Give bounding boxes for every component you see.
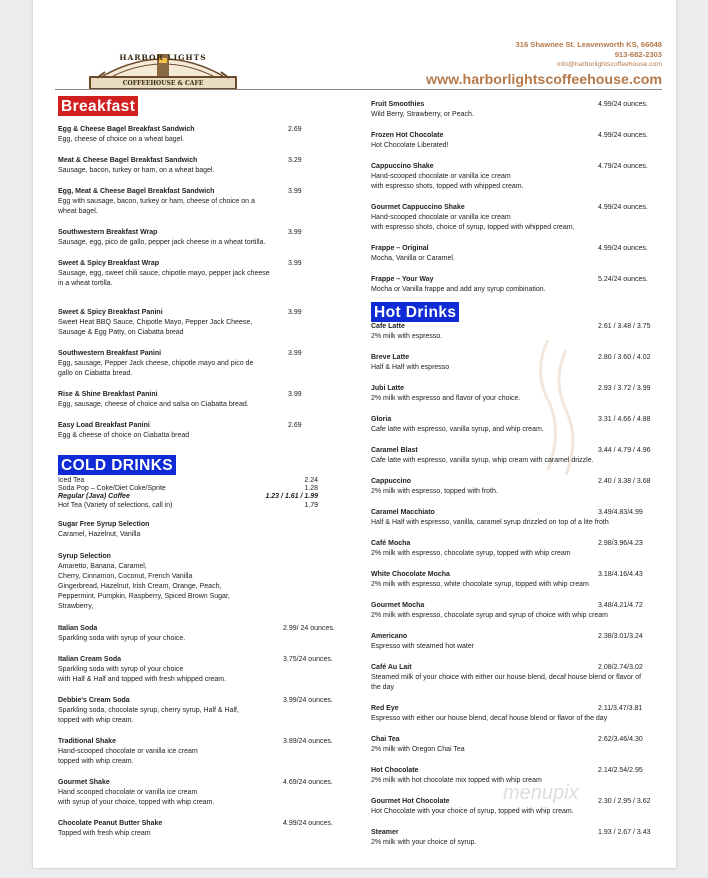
item-name: Frappe – Original <box>371 245 429 252</box>
item-price: 3.44 / 4.79 / 4.96 <box>598 447 651 454</box>
menu-item <box>371 275 671 295</box>
item-description: with Half & Half and topped with fresh whipped cream. <box>58 675 227 683</box>
breakfast-heading: Breakfast <box>58 96 138 116</box>
item-description: in a wheat tortilla. <box>58 280 113 287</box>
item-name: Sweet & Spicy Breakfast Panini <box>58 309 163 316</box>
menu-item <box>58 308 343 338</box>
item-name: Soda Pop – Coke/Diet Coke/Sprite <box>58 485 166 493</box>
syrup-list <box>58 520 343 612</box>
left-column <box>58 96 343 839</box>
item-description: with espresso shots, choice of syrup, topped with whipped cream. <box>371 224 575 231</box>
breakfast-list <box>58 125 343 441</box>
frozen-drinks-list <box>371 100 671 295</box>
item-name: Gourmet Mocha <box>371 602 425 609</box>
menu-item <box>371 797 671 817</box>
item-description: Egg & cheese of choice on Ciabatta bread <box>58 432 190 439</box>
cold-drinks-heading: COLD DRINKS <box>58 455 176 475</box>
item-name: Gourmet Hot Chocolate <box>371 798 450 805</box>
item-name: Italian Cream Soda <box>58 655 122 663</box>
item-description: Cafe latte with espresso, vanilla syrup, whip cream with caramel drizzle. <box>371 457 594 464</box>
logo-banner-text: COFFEEHOUSE & CAFE <box>122 80 204 87</box>
item-description: Cafe latte with espresso, vanilla syrup, and whip cream. <box>371 426 544 433</box>
item-description: 2% milk with espresso, topped with froth. <box>371 488 498 495</box>
menu-item <box>58 552 343 612</box>
address: 316 Shawnee St. Leavenworth KS, 66048 <box>515 40 662 49</box>
item-price: 2.30 / 2.95 / 3.62 <box>598 798 651 805</box>
menu-item <box>371 601 671 621</box>
menu-item <box>371 322 671 342</box>
cold-simple-row <box>58 502 343 510</box>
item-description: Mocha or Vanilla frappe and add any syrup combination. <box>371 286 546 293</box>
item-price: 1.79 <box>304 501 318 509</box>
item-description: Sparkling soda with syrup of your choice <box>58 665 184 673</box>
menu-item <box>371 131 671 151</box>
watermark: menupix <box>503 782 579 804</box>
item-name: Debbie's Cream Soda <box>58 696 130 704</box>
item-price: 3.99/24 ounces. <box>283 696 333 704</box>
item-name: Americano <box>371 633 408 640</box>
menu-item <box>58 125 343 145</box>
item-name: Frozen Hot Chocolate <box>371 132 444 139</box>
item-name: Red Eye <box>371 705 399 712</box>
cold-simple-row <box>58 477 343 485</box>
item-price: 2.61 / 3.48 / 3.75 <box>598 323 651 330</box>
item-description: Topped with fresh whip cream <box>58 829 151 837</box>
item-price: 2.62/3.46/4.30 <box>598 736 643 743</box>
item-description: Egg, cheese of choice on a wheat bagel. <box>58 136 185 143</box>
menu-item <box>58 778 343 808</box>
item-price: 2.24 <box>304 477 318 484</box>
item-description: 2% milk with espresso and flavor of your choice. <box>371 395 521 402</box>
menu-item <box>371 162 671 192</box>
menu-item <box>58 624 343 644</box>
item-price: 3.18/4.16/4.43 <box>598 571 643 578</box>
menu-item <box>371 766 671 786</box>
item-price: 3.99 <box>288 350 302 357</box>
item-description: topped with whip cream. <box>58 716 134 724</box>
item-price: 2.93 / 3.72 / 3.99 <box>598 385 651 392</box>
item-description: Sparkling soda with syrup of your choice. <box>58 634 186 642</box>
item-name: Caramel Blast <box>371 447 418 454</box>
item-description: gallo on Ciabatta bread. <box>58 370 133 377</box>
item-price: 1.23 / 1.61 / 1.99 <box>265 493 318 501</box>
item-name: Italian Soda <box>58 624 98 632</box>
item-name: Fruit Smoothies <box>371 101 425 108</box>
menu-item <box>58 655 343 685</box>
item-description: Hand-scooped chocolate or vanilla ice cream <box>371 214 511 221</box>
item-description: Sausage, egg, pico de gallo, pepper jack cheese in a wheat tortilla. <box>58 239 266 246</box>
item-description: Hand-scooped chocolate or vanilla ice cream <box>58 747 198 755</box>
item-name: Steamer <box>371 829 399 836</box>
menu-item <box>58 737 343 767</box>
item-name: Cappuccino Shake <box>371 163 434 170</box>
item-name: Iced Tea <box>58 477 85 484</box>
item-price: 4.99/24 ounces. <box>598 245 648 252</box>
item-name: Rise & Shine Breakfast Panini <box>58 391 158 398</box>
menu-item <box>58 421 343 441</box>
item-price: 3.75/24 ounces. <box>283 655 333 663</box>
item-description: Hot Chocolate Liberated! <box>371 142 449 149</box>
menu-item <box>371 508 671 528</box>
menu-item <box>58 259 343 289</box>
item-name: Cappuccino <box>371 478 412 485</box>
item-description: Sausage & Egg Patty, on Ciabatta bread <box>58 329 184 336</box>
item-price: 2.40 / 3.38 / 3.68 <box>598 478 651 485</box>
menu-item <box>371 244 671 264</box>
menu-item <box>371 446 671 466</box>
item-price: 2.98/3.96/4.23 <box>598 540 643 547</box>
menu-item <box>58 228 343 248</box>
item-description: Sausage, bacon, turkey or ham, on a wheat bagel. <box>58 167 215 174</box>
item-price: 3.99 <box>288 188 302 195</box>
logo-arc-text: HARBOR LIGHTS <box>119 53 207 62</box>
hot-drinks-heading: Hot Drinks <box>371 302 459 322</box>
item-name: Sweet & Spicy Breakfast Wrap <box>58 260 160 267</box>
cold-simple-row <box>58 493 343 501</box>
item-price: 2.99/ 24 ounces. <box>283 624 335 632</box>
item-description: wheat bagel. <box>58 208 98 215</box>
item-description: Egg, sausage, Pepper Jack cheese, chipotle mayo and pico de <box>58 360 254 367</box>
hot-drinks-list <box>371 322 671 848</box>
menu-item <box>371 570 671 590</box>
item-name: Frappe – Your Way <box>371 276 434 283</box>
item-name: Meat & Cheese Bagel Breakfast Sandwich <box>58 157 198 164</box>
item-name: Egg & Cheese Bagel Breakfast Sandwich <box>58 126 195 133</box>
item-description: Sparkling soda, chocolate syrup, cherry syrup, Half & Half, <box>58 706 239 714</box>
menu-item <box>371 415 671 435</box>
item-price: 4.99/24 ounces. <box>598 101 648 108</box>
item-name: Regular (Java) Coffee <box>58 493 130 501</box>
header-divider <box>55 89 662 90</box>
item-name: Caramel Macchiato <box>371 509 435 516</box>
item-description: 2% milk with espresso, white chocolate syrup, topped with whip cream <box>371 581 589 588</box>
item-name: White Chocolate Mocha <box>371 571 450 578</box>
item-name: Breve Latte <box>371 354 410 361</box>
item-description: Half & Half with espresso <box>371 364 450 371</box>
item-description: the day <box>371 684 394 691</box>
item-description: Hand-scooped chocolate or vanilla ice cream <box>371 173 511 180</box>
item-description: 2% milk with Oregon Chai Tea <box>371 746 465 753</box>
item-price: 2.69 <box>288 126 302 133</box>
item-description: Amaretto, Banana, Caramel, <box>58 562 147 570</box>
menu-item <box>371 735 671 755</box>
menu-item <box>371 539 671 559</box>
item-description: Sausage, egg, sweet chili sauce, chipotle mayo, pepper jack cheese <box>58 270 270 277</box>
menu-item <box>371 384 671 404</box>
item-name: Jubi Latte <box>371 385 405 392</box>
menu-item <box>58 696 343 726</box>
item-description: 2% milk with espresso, chocolate syrup, topped with whip cream <box>371 550 571 557</box>
item-price: 4.99/24 ounces. <box>283 819 333 827</box>
item-price: 3.99 <box>288 309 302 316</box>
item-description: Caramel, Hazelnut, Vanilla <box>58 530 141 538</box>
item-description: Espresso with steamed hot water <box>371 643 475 650</box>
item-name: Sugar Free Syrup Selection <box>58 520 150 528</box>
item-description: Peppermint, Pumpkin, Raspberry, Spiced Brown Sugar, <box>58 592 230 600</box>
menu-item <box>371 477 671 497</box>
menu-item <box>371 704 671 724</box>
website-link[interactable]: www.harborlightscoffeehouse.com <box>426 72 662 88</box>
item-price: 2.11/3.47/3.81 <box>598 705 643 712</box>
menu-page <box>33 0 676 868</box>
item-price: 2.69 <box>288 422 302 429</box>
menu-item <box>58 520 343 540</box>
item-name: Cafe Latte <box>371 323 405 330</box>
item-price: 4.99/24 ounces. <box>598 204 648 211</box>
item-description: 2% milk with hot chocolate mix topped with whip cream <box>371 777 542 784</box>
item-description: Egg with sausage, bacon, turkey or ham, cheese of choice on a <box>58 198 255 205</box>
right-column <box>371 96 671 859</box>
item-description: Mocha, Vanilla or Caramel. <box>371 255 455 262</box>
item-price: 3.49/4.83/4.99 <box>598 509 643 516</box>
item-description: 2% milk with espresso, chocolate syrup and syrup of choice with whip cream <box>371 612 608 619</box>
item-price: 3.99 <box>288 229 302 236</box>
item-description: 2% milk with espresso. <box>371 333 443 340</box>
menu-item <box>58 156 343 176</box>
item-price: 1.93 / 2.67 / 3.43 <box>598 829 651 836</box>
menu-item <box>371 353 671 373</box>
item-price: 3.48/4.21/4.72 <box>598 602 643 609</box>
item-name: Egg, Meat & Cheese Bagel Breakfast Sandwich <box>58 188 215 195</box>
menu-item <box>58 349 343 379</box>
item-price: 1.28 <box>304 485 318 493</box>
cold-simple-row <box>58 485 343 493</box>
menu-item <box>58 390 343 410</box>
menu-item <box>371 828 671 848</box>
item-name: Hot Tea (Variety of selections, call in) <box>58 501 173 509</box>
item-price: 3.99 <box>288 260 302 267</box>
menu-item <box>371 203 671 233</box>
item-price: 3.89/24 ounces. <box>283 737 333 745</box>
item-name: Café Au Lait <box>371 664 412 671</box>
item-name: Chocolate Peanut Butter Shake <box>58 819 163 827</box>
item-description: 2% milk with your choice of syrup. <box>371 839 477 846</box>
item-name: Syrup Selection <box>58 552 111 560</box>
menu-item <box>371 100 671 120</box>
contact-block <box>516 40 662 70</box>
cold-simple-list <box>58 477 343 510</box>
item-price: 5.24/24 ounces. <box>598 276 648 283</box>
item-price: 4.99/24 ounces. <box>598 132 648 139</box>
item-description: Espresso with either our house blend, decaf house blend or flavor of the day <box>371 715 608 722</box>
item-name: Gloria <box>371 416 392 423</box>
item-name: Traditional Shake <box>58 737 116 745</box>
item-description: Gingerbread, Hazelnut, Irish Cream, Orange, Peach, <box>58 582 222 590</box>
item-description: Egg, sausage, cheese of choice and salsa on Ciabatta bread. <box>58 401 249 408</box>
item-price: 4.79/24 ounces. <box>598 163 648 170</box>
item-description: Wild Berry, Strawberry, or Peach. <box>371 111 474 118</box>
menu-item <box>58 819 343 839</box>
item-price: 2.80 / 3.60 / 4.02 <box>598 354 651 361</box>
item-name: Southwestern Breakfast Panini <box>58 350 162 357</box>
item-name: Easy Load Breakfast Panini <box>58 422 150 429</box>
item-name: Southwestern Breakfast Wrap <box>58 229 158 236</box>
item-description: with syrup of your choice, topped with whip cream. <box>58 798 215 806</box>
item-description: Hot Chocolate with your choice of syrup, topped with whip cream. <box>371 808 574 815</box>
cold-drinks-list <box>58 624 343 839</box>
menu-item <box>58 187 343 217</box>
item-name: Gourmet Cappuccino Shake <box>371 204 465 211</box>
phone: 913-682-2303 <box>614 50 662 59</box>
item-description: Cherry, Cinnamon, Coconut, French Vanilla <box>58 572 193 580</box>
item-name: Gourmet Shake <box>58 778 110 786</box>
item-price: 3.99 <box>288 391 302 398</box>
item-name: Café Mocha <box>371 540 411 547</box>
item-price: 3.29 <box>288 157 302 164</box>
item-price: 2.08/2.74/3.02 <box>598 664 643 671</box>
item-description: Half & Half with espresso, vanilla, caramel syrup drizzled on top of a lite froth <box>371 519 609 526</box>
item-description: Hand scooped chocolate or vanilla ice cream <box>58 788 198 796</box>
item-description: with espresso shots, topped with whipped cream. <box>371 183 524 190</box>
item-name: Chai Tea <box>371 736 400 743</box>
menu-item <box>371 632 671 652</box>
menu-item <box>371 663 671 693</box>
item-description: Steamed milk of your choice with either our house blend, decaf house blend or flavor of <box>371 674 642 681</box>
item-name: Hot Chocolate <box>371 767 419 774</box>
item-price: 3.31 / 4.66 / 4.88 <box>598 416 651 423</box>
item-description: Sweet Heat BBQ Sauce, Chipotle Mayo, Pepper Jack Cheese, <box>58 319 253 326</box>
item-price: 2.38/3.01/3.24 <box>598 633 643 640</box>
item-price: 2.14/2.54/2.95 <box>598 767 643 774</box>
email: info@harborlightscoffeehouse.com <box>556 61 662 68</box>
item-price: 4.69/24 ounces. <box>283 778 333 786</box>
item-description: Strawberry, <box>58 602 94 610</box>
item-description: topped with whip cream. <box>58 757 134 765</box>
